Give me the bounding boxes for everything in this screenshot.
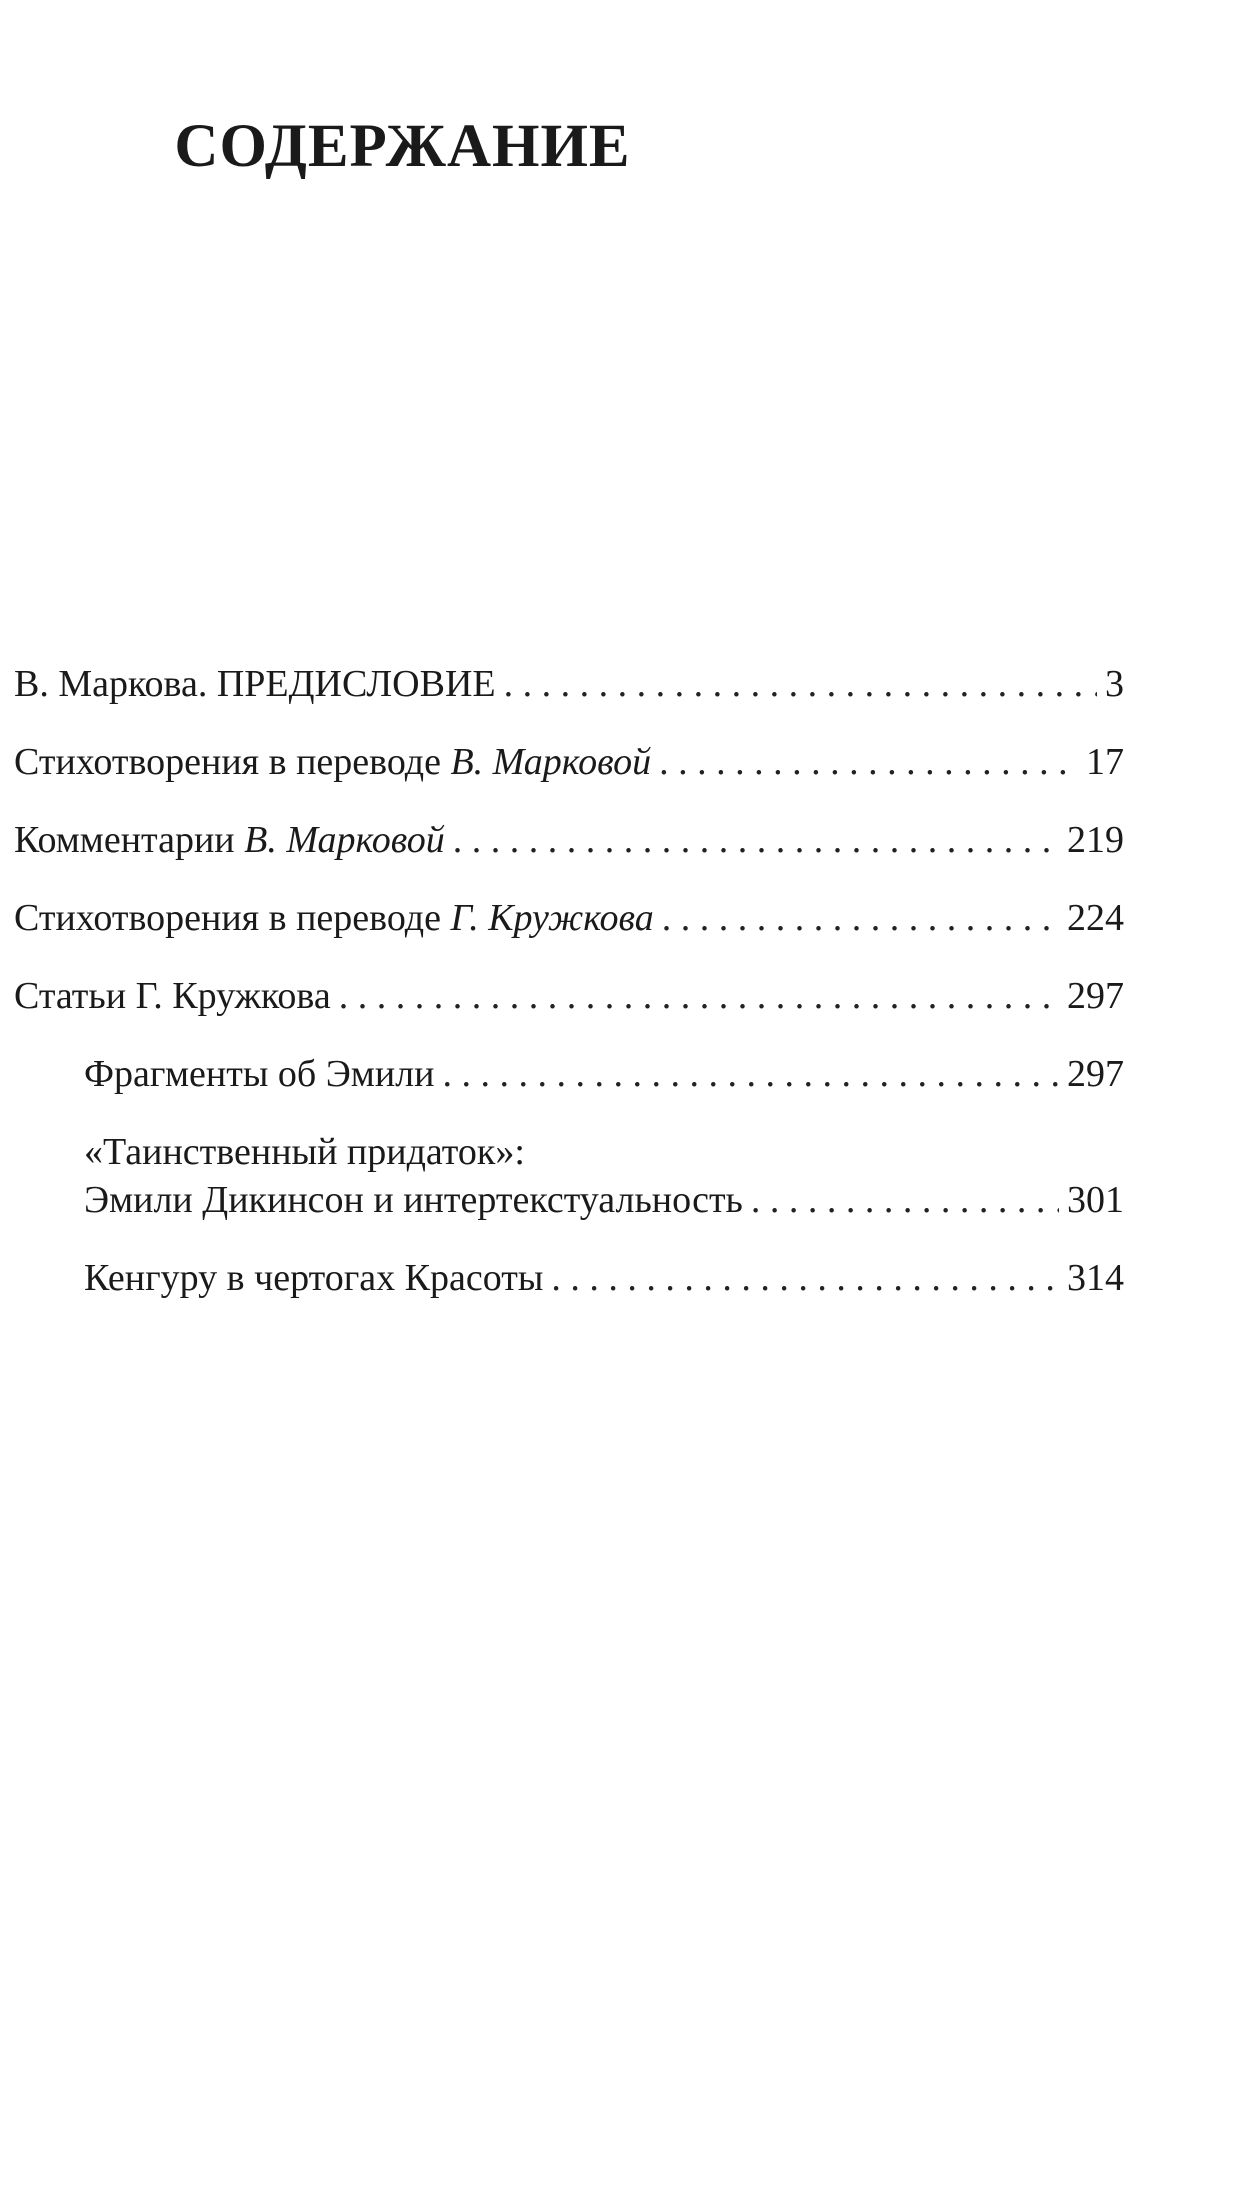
toc-subentry-intertextuality [84, 1128, 1124, 1224]
toc-subentry-kangaroo [84, 1254, 1124, 1302]
toc-entry-title: Эмили Дикинсон и интертекстуальность [84, 1179, 743, 1221]
toc-entry-preface [14, 660, 1124, 708]
toc-entry-title: Фрагменты об Эмили [84, 1053, 435, 1095]
toc-page-number: 301 [1067, 1179, 1124, 1221]
toc-entry-title: В. Маркова. ПРЕДИСЛОВИЕ [14, 663, 496, 705]
dot-leader [551, 1254, 1059, 1302]
toc-entry-poems-kruzhkov [14, 894, 1124, 942]
toc-page-number: 17 [1086, 741, 1124, 783]
dot-leader [339, 972, 1059, 1020]
toc-page-number: 297 [1067, 975, 1124, 1017]
toc-page-number: 219 [1067, 819, 1124, 861]
dot-leader [659, 738, 1078, 786]
toc-entry-title: Стихотворения в переводе В. Марковой [14, 741, 652, 783]
toc-subentry-fragments [84, 1050, 1124, 1098]
toc-page-number: 314 [1067, 1257, 1124, 1299]
toc-entry-title: Статьи Г. Кружкова [14, 975, 331, 1017]
toc-page-number: 297 [1067, 1053, 1124, 1095]
toc-entry-articles [14, 972, 1124, 1020]
dot-leader [751, 1176, 1059, 1224]
toc-entry-title: Стихотворения в переводе Г. Кружкова [14, 897, 654, 939]
toc-page-number: 3 [1105, 663, 1124, 705]
page-title: СОДЕРЖАНИЕ [174, 113, 631, 180]
toc-entry-title: Кенгуру в чертогах Красоты [84, 1257, 544, 1299]
dot-leader [504, 660, 1097, 708]
toc-entry-poems-markova [14, 738, 1124, 786]
toc-page-number: 224 [1067, 897, 1124, 939]
toc-entry-comments [14, 816, 1124, 864]
dot-leader [453, 816, 1059, 864]
dot-leader [442, 1050, 1059, 1098]
toc-entry-first-line: «Таинственный придаток»: [84, 1131, 525, 1173]
dot-leader [662, 894, 1059, 942]
toc-entry-title: Комментарии В. Марковой [14, 819, 445, 861]
table-of-contents [14, 660, 1124, 1332]
